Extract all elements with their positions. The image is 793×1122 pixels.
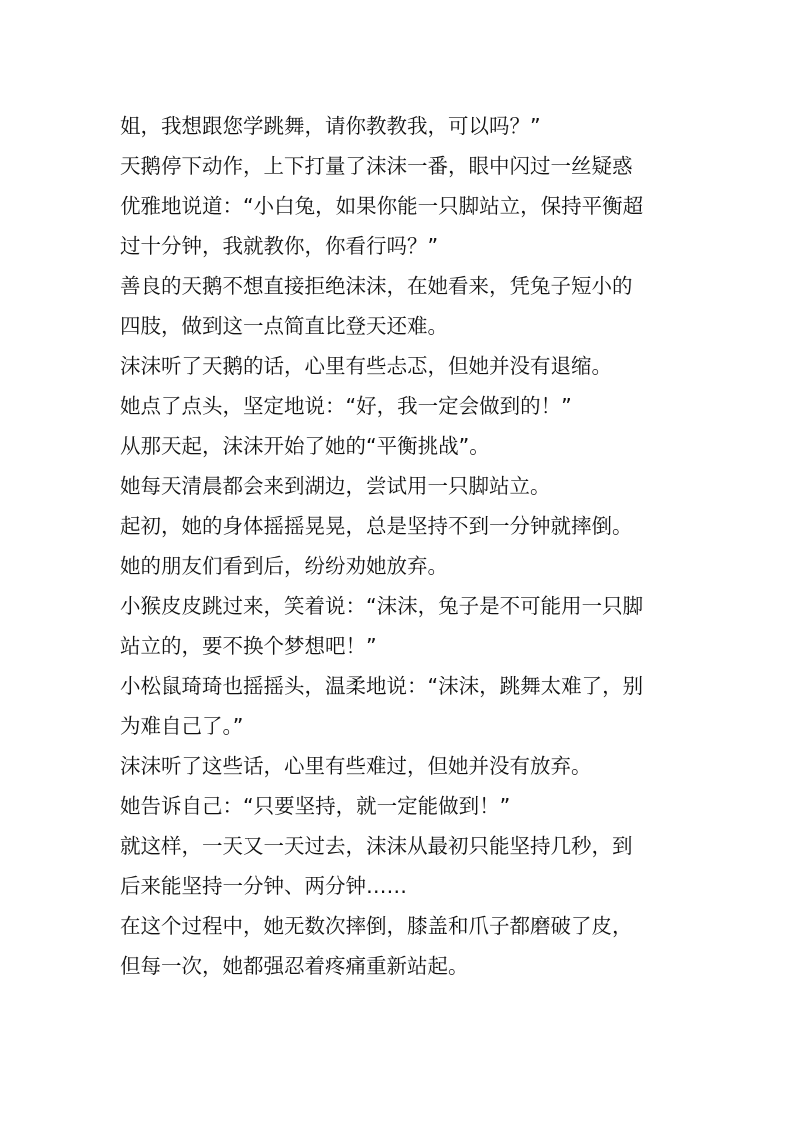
text-line: 优雅地说道：“小白兔，如果你能一只脚站立，保持平衡超 [120, 194, 644, 218]
text-line: 天鹅停下动作，上下打量了沫沫一番，眼中闪过一丝疑惑 [120, 154, 633, 178]
text-line: 站立的，要不换个梦想吧！” [120, 634, 377, 658]
text-line: 善良的天鹅不想直接拒绝沫沫，在她看来，凭兔子短小的 [120, 274, 633, 298]
text-line: 她每天清晨都会来到湖边，尝试用一只脚站立。 [120, 474, 551, 498]
text-line: 沫沫听了天鹅的话，心里有些忐忑，但她并没有退缩。 [120, 354, 612, 378]
document-body [120, 106, 680, 986]
text-line: 就这样，一天又一天过去，沫沫从最初只能坚持几秒，到 [120, 834, 633, 858]
text-line: 起初，她的身体摇摇晃晃，总是坚持不到一分钟就摔倒。 [120, 514, 633, 538]
text-line: 她告诉自己：“只要坚持，就一定能做到！” [120, 794, 511, 818]
text-line: 姐，我想跟您学跳舞，请你教教我，可以吗？” [120, 114, 541, 138]
text-line: 沫沫听了这些话，心里有些难过，但她并没有放弃。 [120, 754, 592, 778]
text-line: 从那天起，沫沫开始了她的“平衡挑战”。 [120, 434, 490, 458]
text-line: 后来能坚持一分钟、两分钟…… [120, 874, 407, 898]
text-line: 小松鼠琦琦也摇摇头，温柔地说：“沫沫，跳舞太难了，别 [120, 674, 644, 698]
text-line: 她点了点头，坚定地说：“好，我一定会做到的！” [120, 394, 572, 418]
text-line: 小猴皮皮跳过来，笑着说：“沫沫，兔子是不可能用一只脚 [120, 594, 644, 618]
text-line: 四肢，做到这一点简直比登天还难。 [120, 314, 448, 338]
text-line: 她的朋友们看到后，纷纷劝她放弃。 [120, 554, 448, 578]
text-line: 但每一次，她都强忍着疼痛重新站起。 [120, 954, 469, 978]
text-line: 为难自己了。” [120, 714, 244, 738]
text-line: 在这个过程中，她无数次摔倒，膝盖和爪子都磨破了皮， [120, 914, 633, 938]
text-line: 过十分钟，我就教你，你看行吗？” [120, 234, 439, 258]
